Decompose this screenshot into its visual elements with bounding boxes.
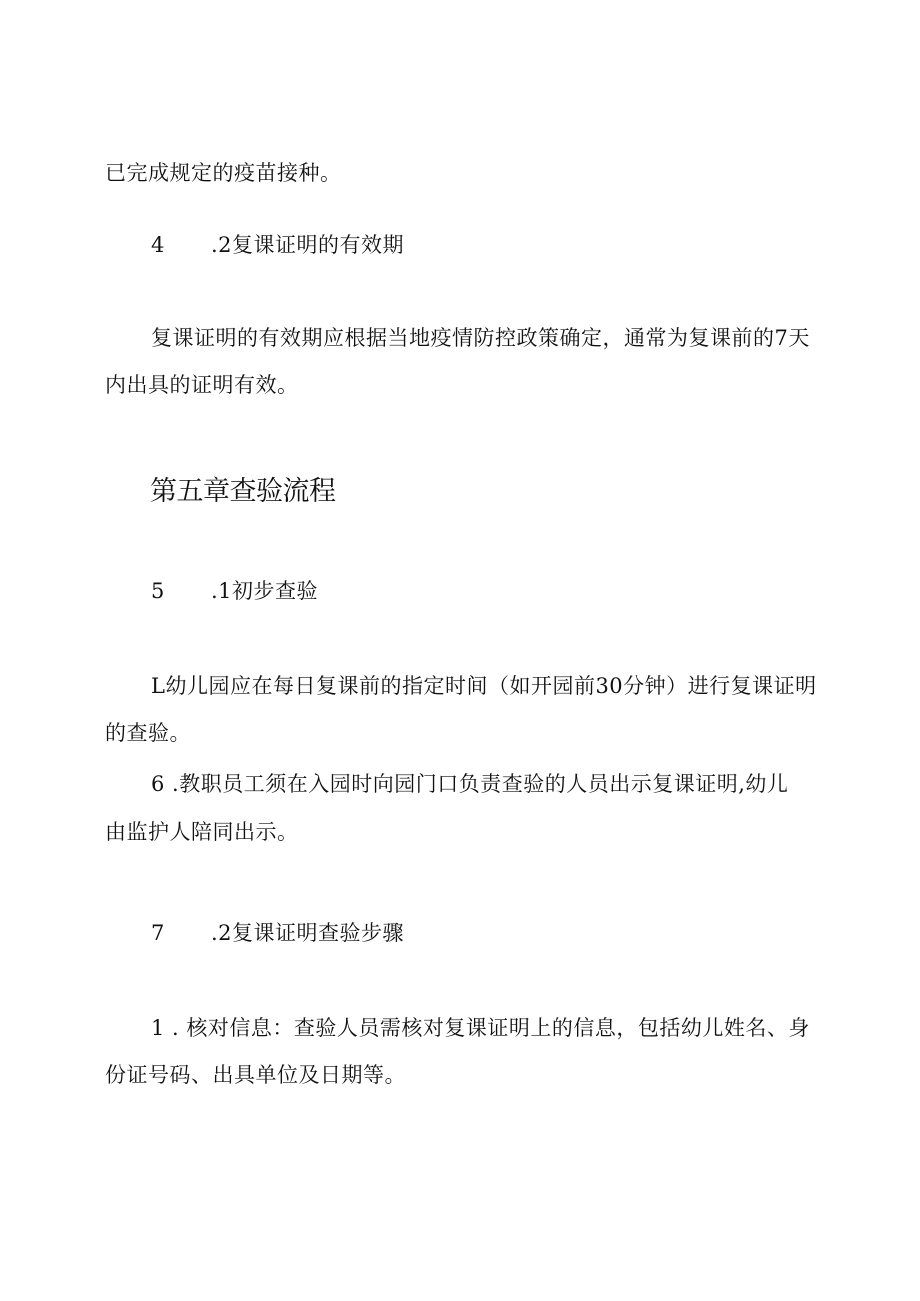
section-heading-7-2	[151, 920, 404, 946]
section-title: .2复课证明查验步骤	[211, 921, 405, 945]
chapter-heading: 第五章查验流程	[150, 476, 336, 507]
paragraph-line: 由监护人陪同出示。	[105, 820, 299, 844]
section-heading-5-1	[151, 578, 318, 604]
paragraph-line: 1 . 核对信息：查验人员需核对复课证明上的信息，包括幼儿姓名、身	[151, 1016, 810, 1040]
section-number: 5	[151, 579, 165, 603]
paragraph-line: 的查验。	[105, 721, 191, 745]
paragraph-line: 份证号码、出具单位及日期等。	[105, 1063, 406, 1087]
section-number: 7	[151, 921, 165, 945]
section-number: 4	[151, 233, 165, 257]
paragraph-line: 已完成规定的疫苗接种。	[105, 161, 342, 185]
section-title: .2复课证明的有效期	[211, 233, 405, 257]
paragraph-line: 复课证明的有效期应根据当地疫情防控政策确定，通常为复课前的7天	[151, 326, 810, 350]
section-title: .1初步查验	[211, 579, 319, 603]
section-heading-4-2	[151, 232, 404, 258]
paragraph-line: 内出具的证明有效。	[105, 373, 299, 397]
paragraph-line: 6 .教职员工须在入园时向园门口负责查验的人员出示复课证明,幼儿	[151, 772, 789, 796]
paragraph-line: L幼儿园应在每日复课前的指定时间（如开园前30分钟）进行复课证明	[151, 674, 817, 698]
